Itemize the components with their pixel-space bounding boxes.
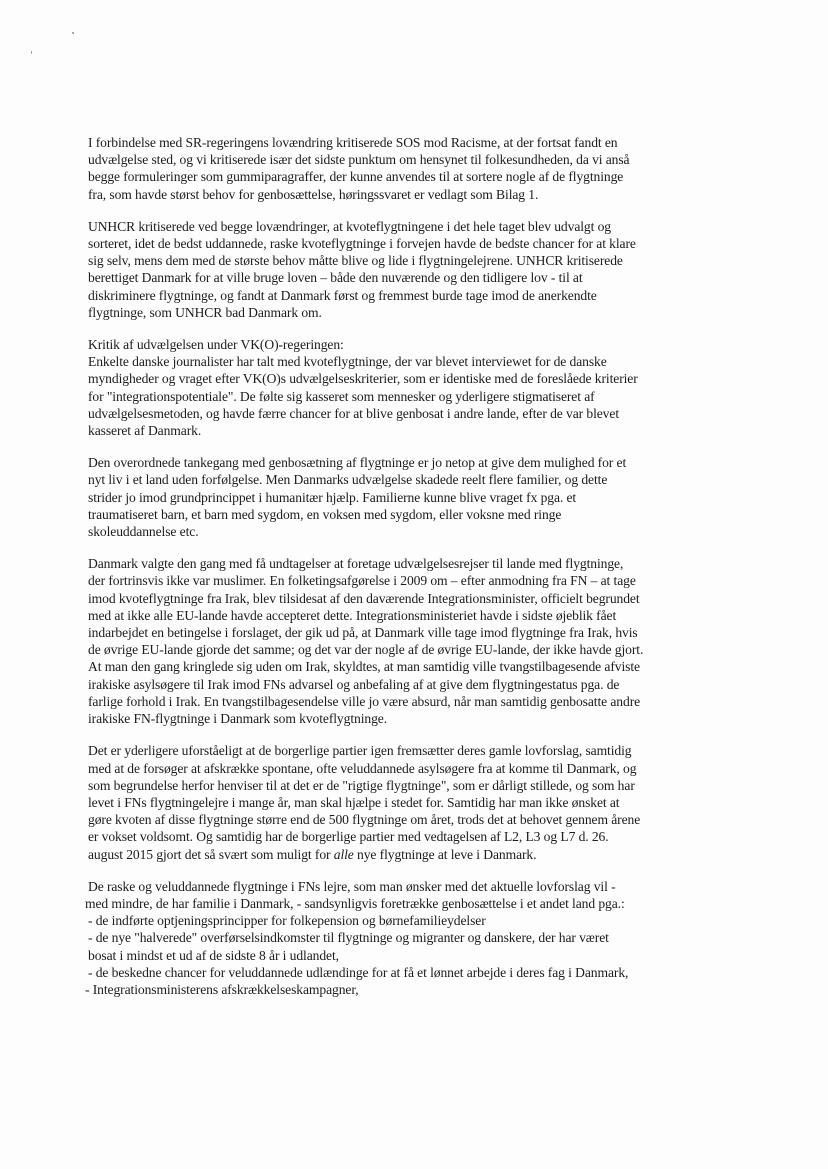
text-line: bosat i mindst et ud af de sidste 8 år i udlandet,	[88, 947, 339, 963]
scan-speck	[31, 51, 32, 54]
paragraph-irak	[88, 555, 738, 727]
text-line: At man den gang kringlede sig uden om Irak, skyldtes, at man samtidig ville tvangstilbagesende afviste	[88, 659, 640, 675]
text-line: som begrundelse herfor henviser til at det er de "rigtige flygtninge", som er dårligt stillede, og som har	[88, 777, 635, 793]
text-line: strider jo imod grundprincippet i humanitær hjælp. Familierne kunne blive vraget fx pga. et	[88, 489, 577, 505]
list-item: - de beskedne chancer for veluddannede udlændinge for at få et lønnet arbejde i deres fag i Danmark,	[88, 964, 629, 980]
document-body	[85, 134, 738, 1013]
section-heading: Kritik af udvælgelsen under VK(O)-regeringen:	[88, 337, 344, 353]
text-line: Det er yderligere uforståeligt at de borgerlige partier igen fremsætter deres gamle lovforslag, samtidig	[88, 743, 632, 759]
scan-speck	[72, 32, 74, 34]
text-line: begge formuleringer som gummiparagraffer, der kunne anvendes til at sortere nogle af de flygtninge	[88, 169, 624, 185]
text-line: myndigheder og vraget efter VK(O)s udvælgelseskriterier, som er identiske med de foreslåede kriterier	[88, 371, 638, 387]
text-line: levet i FNs flygtningelejre i mange år, man skal hjælpe i stedet for. Samtidig har man ikke ønsket at	[88, 794, 620, 810]
list-item: - de indførte optjeningsprincipper for folkepension og børnefamilieydelser	[88, 913, 486, 929]
text-line: kasseret af Danmark.	[88, 423, 202, 439]
paragraph-borgerlige-partier	[88, 742, 738, 862]
text-line: Den overordnede tankegang med genbosætning af flygtninge er jo netop at give dem mulighed for et	[88, 455, 627, 471]
text-line: imod kvoteflygtninge fra Irak, blev tilsidesat af den daværende Integrationsminister, officielt begrundet	[88, 590, 640, 606]
text-line: diskriminere flygtninge, og fandt at Danmark først og fremmest burde tage imod de anerkendte	[88, 287, 597, 303]
text-line: flygtninge, som UNHCR bad Danmark om.	[88, 304, 322, 320]
list-item: - de nye "halverede" overførselsindkomster til flygtninge og migranter og danskere, der har været	[88, 930, 609, 946]
paragraph-sr-regering	[88, 134, 738, 203]
text-line-with-emphasis: august 2015 gjort det så svært som muligt for alle nye flygtninge at leve i Danmark.	[88, 846, 537, 862]
text-line: for "integrationspotentiale". De følte sig kasseret som mennesker og yderligere stigmatiseret af	[88, 388, 595, 404]
list-item: - Integrationsministerens afskrækkelseskampagner,	[85, 981, 359, 997]
text-line: irakiske asylsøgere til Irak imod FNs advarsel og anbefaling af at give dem flygtningestatus pga. de	[88, 676, 620, 692]
text-line: fra, som havde størst behov for genbosættelse, høringssvaret er vedlagt som Bilag 1.	[88, 186, 539, 202]
text-line: farlige forhold i Irak. En tvangstilbagesendelse ville jo være absurd, når man samtidig genbosatte andre	[88, 693, 641, 709]
text-line: med mindre, de har familie i Danmark, - sandsynligvis foretrække genbosættelse i et andet land pga.:	[85, 895, 625, 911]
text-line: med at de forsøger at afskrække spontane, ofte veluddannede asylsøgere fra at komme til Danmark, og	[88, 760, 637, 776]
text-line: sig selv, mens dem med de største behov måtte blive og lide i flygtningelejrene. UNHCR kritiserede	[88, 253, 623, 269]
text-line: Danmark valgte den gang med få undtagelser at foretage udvælgelsesrejser til lande med flygtninge,	[88, 556, 624, 572]
text-line: sorteret, idet de bedst uddannede, raske kvoteflygtninge i forvejen havde de bedste chancer for at klare	[88, 236, 636, 252]
text-line: de øvrige EU-lande gjorde det samme; og det var der nogle af de øvrige EU-lande, der ikke havde gjort.	[88, 642, 644, 658]
text-line: udvælgelse sted, og vi kritiserede især det sidste punktum om hensynet til folkesundheden, da vi anså	[88, 152, 630, 168]
text-line: der fortrinsvis ikke var muslimer. En folketingsafgørelse i 2009 om – efter anmodning fra FN – at tage	[88, 573, 636, 589]
text-line: skoleuddannelse etc.	[88, 524, 199, 540]
text-line: indarbejdet en betingelse i forslaget, der gik ud på, at Danmark ville tage imod flygtninge fra Irak, hvis	[88, 625, 638, 641]
emphasized-word: alle	[333, 846, 354, 862]
text-line: nyt liv i et land uden forfølgelse. Men Danmarks udvælgelse skadede reelt flere familier, og dette	[88, 472, 608, 488]
text-line: udvælgelsesmetoden, og havde færre chancer for at blive genbosat i andre lande, efter de var blevet	[88, 405, 619, 421]
text-line: er vokset voldsomt. Og samtidig har de borgerlige partier med vedtagelsen af L2, L3 og L7 d. 26.	[88, 829, 609, 845]
paragraph-vko-kritik	[88, 336, 738, 439]
text-line: De raske og veluddannede flygtninge i FNs lejre, som man ønsker med det aktuelle lovforslag vil -	[88, 878, 616, 894]
paragraph-genbosaetning	[88, 454, 738, 540]
text-line: I forbindelse med SR-regeringens lovændring kritiserede SOS mod Racisme, at der fortsat fandt en	[88, 135, 618, 150]
text-line: irakiske FN-flygtninge i Danmark som kvoteflygtninge.	[88, 711, 387, 727]
text-line: Enkelte danske journalister har talt med kvoteflygtninge, der var blevet interviewet for de danske	[88, 354, 607, 370]
text-line: gøre kvoten af disse flygtninge større end de 500 flygtninge om året, trods det at behovet gennem årene	[88, 812, 641, 828]
text-line: UNHCR kritiserede ved begge lovændringer, at kvoteflygtningene i det hele taget blev udvalgt og	[88, 218, 611, 234]
paragraph-veluddannede	[85, 878, 738, 998]
text-line: berettiget Danmark for at ville bruge loven – både den nuværende og den tidligere lov - til at	[88, 270, 583, 286]
paragraph-unhcr	[88, 218, 738, 321]
text-line: med at ikke alle EU-lande havde accepteret dette. Integrationsministeriet havde i sidste øjeblik fået	[88, 607, 617, 623]
text-line: traumatiseret barn, et barn med sygdom, en voksen med sygdom, eller voksne med ringe	[88, 506, 562, 522]
